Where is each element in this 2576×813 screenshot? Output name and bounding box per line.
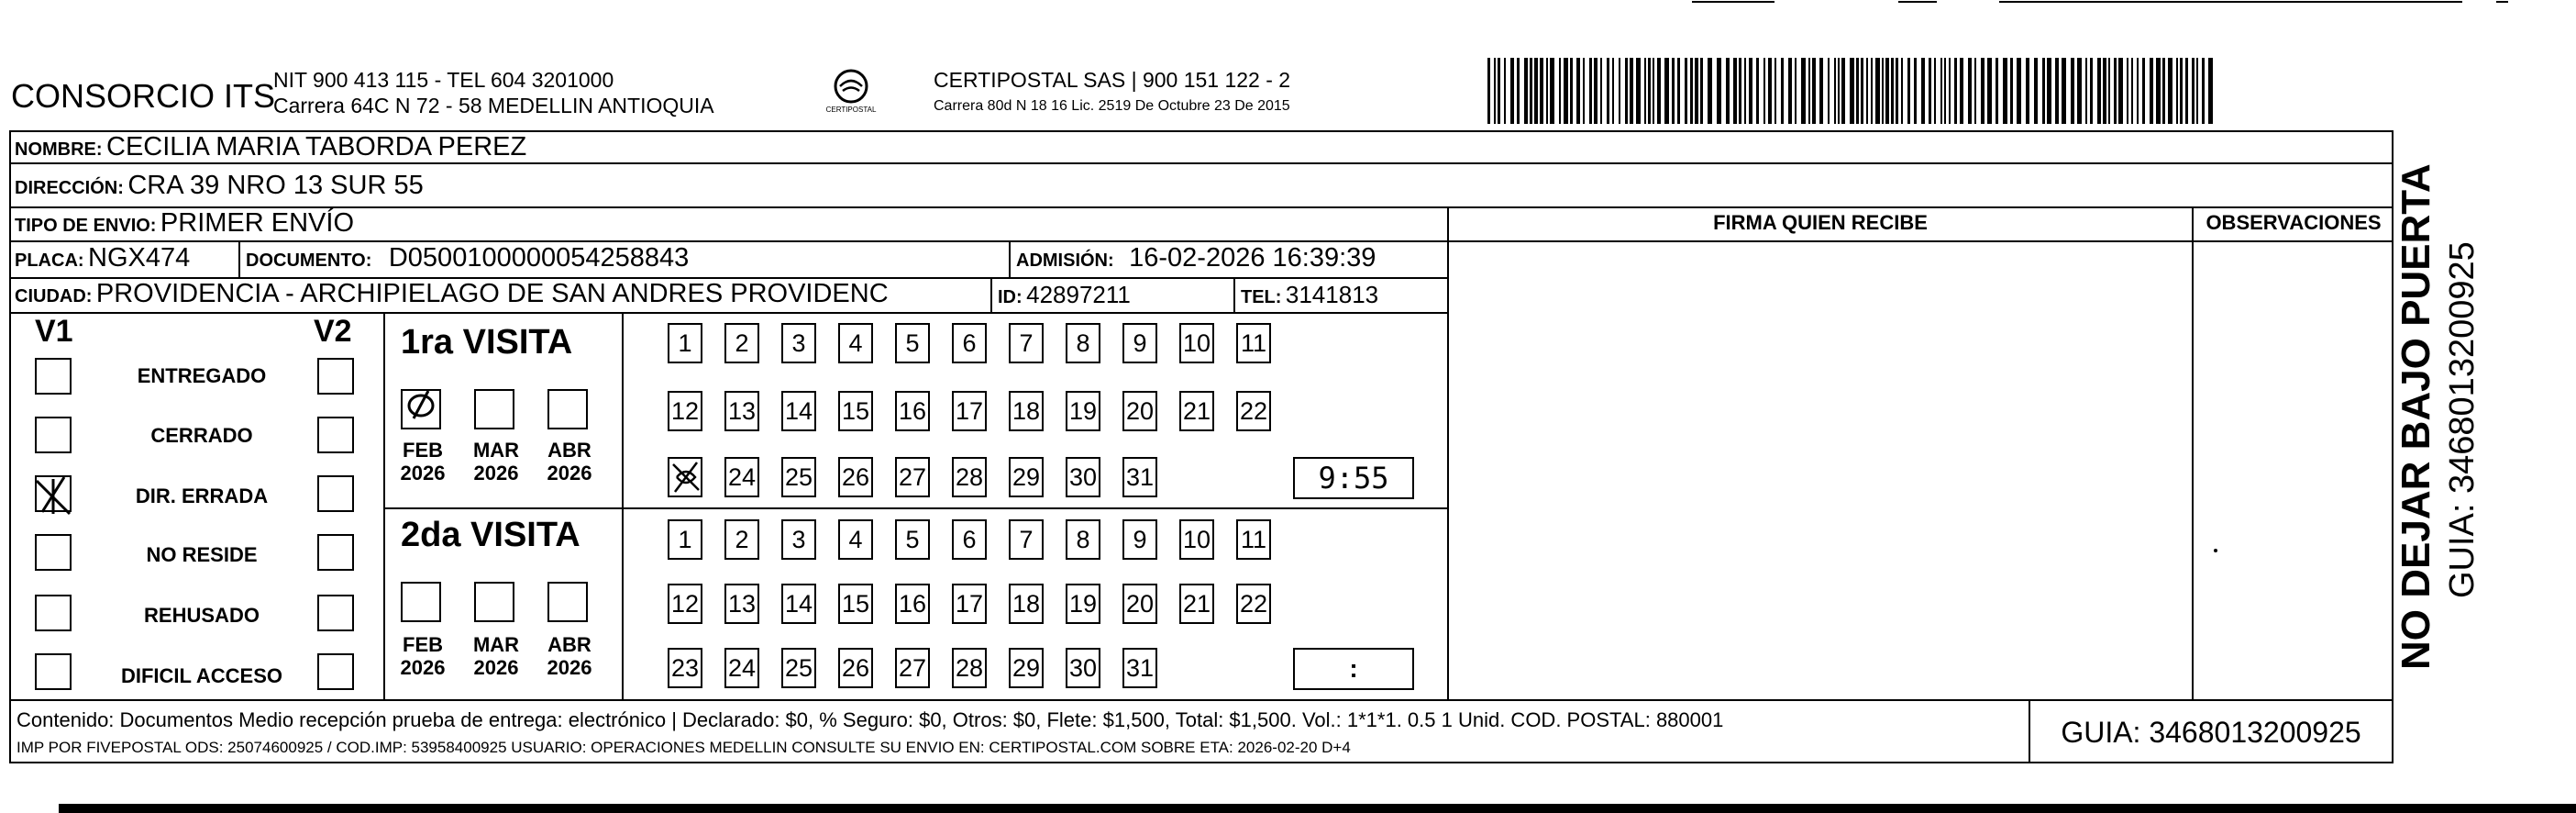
- placa-field: PLACA: NGX474: [15, 243, 191, 273]
- documento-field: DOCUMENTO: D0500100000054258843: [246, 243, 690, 273]
- first-visit-time-box[interactable]: [1293, 457, 1414, 499]
- second-month-feb-label: FEB 2026: [400, 633, 446, 679]
- v1-checkbox-cerrado[interactable]: [35, 417, 72, 453]
- second-visit-day-box[interactable]: 24: [724, 648, 759, 688]
- first-visit-day-box[interactable]: 6: [952, 323, 987, 363]
- option-rehusado: REHUSADO: [144, 604, 260, 627]
- second-visit-day-box[interactable]: 15: [838, 584, 873, 624]
- option-dir-errada: DIR. ERRADA: [135, 484, 269, 507]
- handwritten-circle-icon: [401, 387, 441, 428]
- id-field: ID: 42897211: [998, 281, 1131, 308]
- second-month-mar-label: MAR 2026: [472, 633, 520, 679]
- barcode: [1487, 58, 2217, 124]
- first-visit-month-abr[interactable]: [547, 389, 588, 429]
- v2-checkbox-dificil-acceso[interactable]: [317, 653, 354, 690]
- top-dash: [1898, 1, 1937, 3]
- tipo-envio-field: TIPO DE ENVIO: PRIMER ENVÍO: [15, 208, 355, 238]
- first-visit-month-mar[interactable]: [474, 389, 514, 429]
- second-visit-month-feb[interactable]: [401, 582, 441, 622]
- certipostal-logo: CERTIPOSTAL: [814, 66, 888, 121]
- first-visit-month-feb[interactable]: [401, 389, 441, 429]
- first-visit-day-box[interactable]: 19: [1066, 391, 1100, 431]
- ciudad-value: PROVIDENCIA - ARCHIPIELAGO DE SAN ANDRES PROVIDENC: [95, 279, 889, 308]
- footer-guia: GUIA: 3468013200925: [2061, 716, 2361, 749]
- first-visit-day-box[interactable]: 4: [838, 323, 873, 363]
- option-entregado: ENTREGADO: [137, 364, 267, 387]
- second-visit-month-abr[interactable]: [547, 582, 588, 622]
- second-visit-day-box[interactable]: 9: [1122, 519, 1157, 560]
- second-visit-day-box[interactable]: 13: [724, 584, 759, 624]
- first-visit-day-box[interactable]: 3: [781, 323, 816, 363]
- first-visit-day-box[interactable]: 7: [1009, 323, 1044, 363]
- top-dash: [2496, 1, 2508, 3]
- admision-value: 16-02-2026 16:39:39: [1129, 243, 1376, 273]
- imp-line: IMP POR FIVEPOSTAL ODS: 25074600925 / COD.IMP: 53958400925 USUARIO: OPERACIONES MEDELLIN CONSULTE SU ENVIO EN: CERTIPOSTAL.COM SOBRE ETA: 2026-02-20 D+4: [17, 739, 1351, 756]
- nit-line: NIT 900 413 115 - TEL 604 3201000: [273, 68, 614, 92]
- second-visit-day-box[interactable]: 28: [952, 648, 987, 688]
- second-visit-day-box[interactable]: 18: [1009, 584, 1044, 624]
- first-visit-day-box[interactable]: 8: [1066, 323, 1100, 363]
- nombre-field: NOMBRE: CECILIA MARIA TABORDA PEREZ: [15, 132, 527, 161]
- second-visit-time-box[interactable]: [1293, 648, 1414, 690]
- first-visit-day-box[interactable]: 1: [668, 323, 702, 363]
- first-visit-day-box[interactable]: 24: [724, 457, 759, 497]
- first-visit-day-box-marked[interactable]: [668, 457, 702, 497]
- v2-checkbox-rehusado[interactable]: [317, 595, 354, 631]
- v1-checkbox-no-reside[interactable]: [35, 534, 72, 571]
- v1-checkbox-entregado[interactable]: [35, 358, 72, 395]
- second-visit-day-box[interactable]: 5: [895, 519, 930, 560]
- first-visit-day-box[interactable]: 5: [895, 323, 930, 363]
- firma-header: FIRMA QUIEN RECIBE: [1713, 211, 1928, 234]
- first-visit-day-box[interactable]: 30: [1066, 457, 1100, 497]
- v1-checkbox-dir-errada[interactable]: [35, 475, 72, 512]
- second-visit-day-box[interactable]: 19: [1066, 584, 1100, 624]
- first-visit-day-box[interactable]: 11: [1236, 323, 1271, 363]
- first-visit-day-box[interactable]: 15: [838, 391, 873, 431]
- second-visit-day-box[interactable]: 16: [895, 584, 930, 624]
- direccion-field: DIRECCIÓN: CRA 39 NRO 13 SUR 55: [15, 171, 424, 200]
- documento-value: D0500100000054258843: [388, 243, 690, 273]
- first-visit-day-box[interactable]: 22: [1236, 391, 1271, 431]
- second-visit-day-box[interactable]: 29: [1009, 648, 1044, 688]
- first-visit-day-box[interactable]: 27: [895, 457, 930, 497]
- first-visit-day-box[interactable]: 2: [724, 323, 759, 363]
- first-visit-day-box[interactable]: 28: [952, 457, 987, 497]
- handwritten-cross-icon: [669, 459, 701, 496]
- first-visit-day-box[interactable]: 16: [895, 391, 930, 431]
- first-month-abr-label: ABR 2026: [547, 439, 592, 484]
- company-name: CONSORCIO ITS: [11, 77, 276, 115]
- top-dash: [1692, 1, 1774, 3]
- second-visit-day-box[interactable]: 10: [1179, 519, 1214, 560]
- second-visit-title: 2da VISITA: [401, 516, 580, 554]
- nombre-value: CECILIA MARIA TABORDA PEREZ: [106, 132, 527, 161]
- top-dash: [1999, 1, 2462, 3]
- bottom-rule: [59, 804, 2576, 813]
- second-visit-day-box[interactable]: 1: [668, 519, 702, 560]
- first-visit-day-box[interactable]: 17: [952, 391, 987, 431]
- first-visit-title: 1ra VISITA: [401, 323, 573, 362]
- second-visit-time: :: [1349, 654, 1358, 683]
- tipo-envio-value: PRIMER ENVÍO: [160, 208, 355, 238]
- admision-field: ADMISIÓN: 16-02-2026 16:39:39: [1016, 243, 1376, 273]
- second-visit-day-box[interactable]: 20: [1122, 584, 1157, 624]
- option-dificil-acceso: DIFICIL ACCESO: [120, 664, 282, 687]
- second-visit-day-box[interactable]: 25: [781, 648, 816, 688]
- first-visit-day-box[interactable]: 14: [781, 391, 816, 431]
- company-address: Carrera 64C N 72 - 58 MEDELLIN ANTIOQUIA: [273, 94, 714, 117]
- second-visit-day-box[interactable]: 23: [668, 648, 702, 688]
- second-visit-day-box[interactable]: 11: [1236, 519, 1271, 560]
- second-visit-day-box[interactable]: 8: [1066, 519, 1100, 560]
- direccion-value: CRA 39 NRO 13 SUR 55: [127, 171, 424, 200]
- second-visit-day-box[interactable]: 14: [781, 584, 816, 624]
- observaciones-header: OBSERVACIONES: [2206, 211, 2382, 234]
- tel-value: 3141813: [1285, 281, 1379, 308]
- tel-field: TEL: 3141813: [1241, 281, 1379, 308]
- second-visit-day-box[interactable]: 31: [1122, 648, 1157, 688]
- v1-checkbox-dificil-acceso[interactable]: [35, 653, 72, 690]
- second-visit-day-box[interactable]: 2: [724, 519, 759, 560]
- first-visit-day-box[interactable]: 12: [668, 391, 702, 431]
- handwritten-check-icon: [33, 473, 70, 510]
- carrier-address: Carrera 80d N 18 16 Lic. 2519 De Octubre 23 De 2015: [934, 98, 1290, 114]
- first-visit-day-box[interactable]: 25: [781, 457, 816, 497]
- second-visit-day-box[interactable]: 6: [952, 519, 987, 560]
- first-visit-day-box[interactable]: 26: [838, 457, 873, 497]
- option-no-reside: NO RESIDE: [146, 543, 258, 566]
- second-visit-day-box[interactable]: 30: [1066, 648, 1100, 688]
- v2-checkbox-cerrado[interactable]: [317, 417, 354, 453]
- v1-label: V1: [35, 314, 73, 349]
- first-month-mar-label: MAR 2026: [472, 439, 520, 484]
- second-visit-day-box[interactable]: 17: [952, 584, 987, 624]
- v2-label: V2: [314, 314, 352, 349]
- second-visit-day-box[interactable]: 4: [838, 519, 873, 560]
- ciudad-field: CIUDAD: PROVIDENCIA - ARCHIPIELAGO DE SAN ANDRES PROVIDENC: [15, 279, 889, 308]
- v2-checkbox-dir-errada[interactable]: [317, 475, 354, 512]
- second-visit-day-box[interactable]: 21: [1179, 584, 1214, 624]
- first-visit-day-box[interactable]: 18: [1009, 391, 1044, 431]
- second-visit-day-box[interactable]: 26: [838, 648, 873, 688]
- second-month-abr-label: ABR 2026: [547, 633, 592, 679]
- observaciones-mark: [2214, 549, 2217, 552]
- placa-value: NGX474: [88, 243, 191, 273]
- first-visit-day-box[interactable]: 10: [1179, 323, 1214, 363]
- v1-checkbox-rehusado[interactable]: [35, 595, 72, 631]
- option-cerrado: CERRADO: [150, 424, 253, 447]
- second-visit-month-mar[interactable]: [474, 582, 514, 622]
- id-value: 42897211: [1026, 281, 1131, 308]
- side-warning: NO DEJAR BAJO PUERTA: [2394, 163, 2438, 670]
- first-visit-day-box[interactable]: 29: [1009, 457, 1044, 497]
- second-visit-day-box[interactable]: 7: [1009, 519, 1044, 560]
- first-visit-day-box[interactable]: 13: [724, 391, 759, 431]
- first-visit-day-box[interactable]: 21: [1179, 391, 1214, 431]
- side-guia: GUIA: 3468013200925: [2443, 241, 2482, 598]
- second-visit-day-box[interactable]: 3: [781, 519, 816, 560]
- v2-checkbox-entregado[interactable]: [317, 358, 354, 395]
- second-visit-day-box[interactable]: 27: [895, 648, 930, 688]
- first-visit-day-box[interactable]: 9: [1122, 323, 1157, 363]
- first-visit-time: 9:55: [1318, 461, 1389, 496]
- first-visit-day-box[interactable]: 31: [1122, 457, 1157, 497]
- first-month-feb-label: FEB 2026: [400, 439, 446, 484]
- v2-checkbox-no-reside[interactable]: [317, 534, 354, 571]
- carrier-line: CERTIPOSTAL SAS | 900 151 122 - 2: [934, 68, 1291, 92]
- second-visit-day-box[interactable]: 12: [668, 584, 702, 624]
- contenido-line: Contenido: Documentos Medio recepción prueba de entrega: electrónico | Declarado: $0, % Seguro: $0, Otros: $0, Flete: $1,500, Total: $1,500. Vol.: 1*1*1. 0.5 1 Unid. COD. POSTAL: 880001: [17, 708, 1724, 731]
- first-visit-day-box[interactable]: 20: [1122, 391, 1157, 431]
- second-visit-day-box[interactable]: 22: [1236, 584, 1271, 624]
